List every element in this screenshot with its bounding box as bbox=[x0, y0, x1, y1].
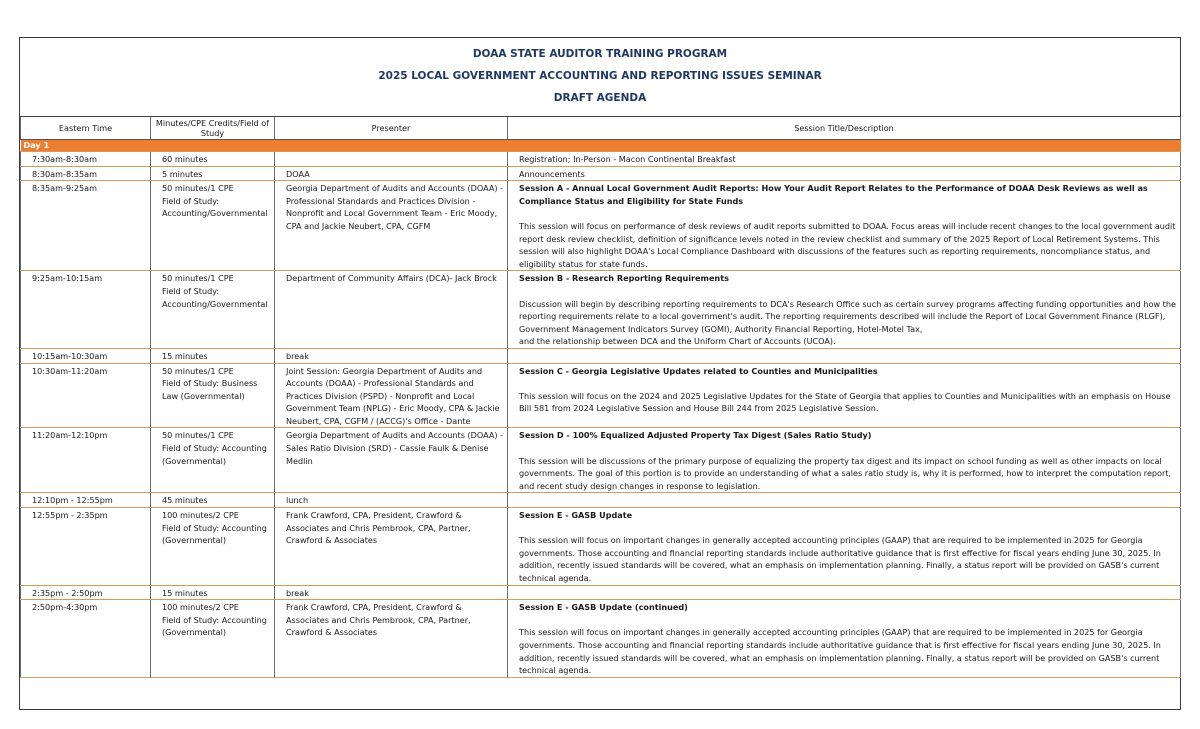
row-session bbox=[508, 585, 1181, 600]
day-row bbox=[21, 140, 1181, 152]
row-session bbox=[508, 166, 1181, 181]
session-title: Session C - Georgia Legislative Updates related to Counties and Municipalities bbox=[519, 365, 878, 376]
agenda-title-block bbox=[20, 38, 1180, 117]
session-title: Session A - Annual Local Government Audit Reports: How Your Audit Report Relates to the Performance of DOAA Desk Reviews as well as Compliance Status and Eligibility for State Funds bbox=[519, 183, 1148, 206]
session-title: Session E - GASB Update (continued) bbox=[519, 602, 688, 613]
row-credits: 45 minutes bbox=[151, 493, 275, 508]
session-description: Discussion will begin by describing reporting requirements to DCA's Research Office such as certain survey programs affecting funding opportunities and how the reporting requirements relate to a local government's audit. The reporting requirements described will include the Report of Local Government Finance (RLGF), Government Management Indicators Survey (GOMI), Authority Financial Reporting, Hotel-Motel Tax, and the relationship between DCA and the Uniform Chart of Accounts (UCOA). bbox=[519, 298, 1176, 347]
row-presenter: Frank Crawford, CPA, President, Crawford & Associates and Chris Pembrook, CPA, Partner, Crawford & Associates bbox=[275, 508, 508, 586]
session-title: Session D - 100% Equalized Adjusted Property Tax Digest (Sales Ratio Study) bbox=[519, 430, 872, 441]
table-row bbox=[21, 166, 1181, 181]
table-row bbox=[21, 271, 1181, 349]
row-time: 2:50pm-4:30pm bbox=[21, 600, 151, 678]
row-time: 8:35am-9:25am bbox=[21, 181, 151, 271]
table-row bbox=[21, 493, 1181, 508]
session-title: Announcements bbox=[519, 168, 585, 179]
row-credits: 5 minutes bbox=[151, 166, 275, 181]
row-session bbox=[508, 600, 1181, 678]
row-time: 10:15am-10:30am bbox=[21, 348, 151, 363]
row-presenter: Joint Session: Georgia Department of Audits and Accounts (DOAA) - Professional Standards and Practices Division (PSPD) - Nonprofit and Local Government Team (NPLG) - Eric Moody, CPA & Jackie Neubert, CPA, CGFM / (ACCG)'s Office - Dante bbox=[275, 363, 508, 428]
row-time: 12:55pm - 2:35pm bbox=[21, 508, 151, 586]
table-row bbox=[21, 600, 1181, 678]
table-row bbox=[21, 508, 1181, 586]
row-credits: 15 minutes bbox=[151, 585, 275, 600]
row-session bbox=[508, 508, 1181, 586]
table-row bbox=[21, 428, 1181, 493]
row-time: 10:30am-11:20am bbox=[21, 363, 151, 428]
row-credits: 50 minutes/1 CPE Field of Study: Accounting/Governmental bbox=[151, 181, 275, 271]
row-session bbox=[508, 152, 1181, 167]
agenda-sheet bbox=[19, 37, 1181, 710]
row-time: 12:10pm - 12:55pm bbox=[21, 493, 151, 508]
row-credits: 50 minutes/1 CPE Field of Study: Accounting (Governmental) bbox=[151, 428, 275, 493]
row-time: 8:30am-8:35am bbox=[21, 166, 151, 181]
row-credits: 50 minutes/1 CPE Field of Study: Accounting/Governmental bbox=[151, 271, 275, 349]
row-session bbox=[508, 363, 1181, 428]
row-time: 2:35pm - 2:50pm bbox=[21, 585, 151, 600]
agenda-table bbox=[20, 117, 1181, 678]
table-row bbox=[21, 585, 1181, 600]
row-session bbox=[508, 271, 1181, 349]
session-description: This session will be discussions of the primary purpose of equalizing the property tax digest and its impact on school funding as well as other impacts on local governments. The goal of this portion is to provide an understanding of what a sales ratio study is, why it is performed, how to interpret the computation report, and recent study design changes in response to legislation. bbox=[519, 455, 1172, 491]
row-time: 9:25am-10:15am bbox=[21, 271, 151, 349]
row-credits: 100 minutes/2 CPE Field of Study: Accounting (Governmental) bbox=[151, 508, 275, 586]
table-row bbox=[21, 363, 1181, 428]
table-row bbox=[21, 152, 1181, 167]
session-description: This session will focus on performance of desk reviews of audit reports submitted to DOAA. Focus areas will include recent changes to the local government audit report desk review checklist, definition of significance levels noted in the review checklist and summary of the 2025 Report of Local Retirement Systems. This session will also highlight DOAA's Local Compliance Dashboard with discussions of the features such as reporting requirements, noncompliance status, and eligibility status for state funds. bbox=[519, 220, 1176, 269]
seminar-title: 2025 LOCAL GOVERNMENT ACCOUNTING AND REPORTING ISSUES SEMINAR bbox=[378, 70, 822, 82]
row-session bbox=[508, 493, 1181, 508]
row-presenter: Georgia Department of Audits and Accounts (DOAA) - Professional Standards and Practices Division - Nonprofit and Local Government Team - Eric Moody, CPA and Jackie Neubert, CPA, CGFM bbox=[275, 181, 508, 271]
row-presenter: DOAA bbox=[275, 166, 508, 181]
row-presenter: break bbox=[275, 348, 508, 363]
session-description: This session will focus on important changes in generally accepted accounting principles (GAAP) that are required to be implemented in 2025 for Georgia governments. Those accounting and financial reporting standards include authoritative guidance that is first effective for fiscal years ending June 30, 2025. In addition, recently issued standards will be covered, what an emphasis on implementation planning. Finally, a status report will be provided on GASB's current technical agenda. bbox=[519, 535, 1161, 583]
table-row bbox=[21, 181, 1181, 271]
row-presenter: lunch bbox=[275, 493, 508, 508]
table-row bbox=[21, 348, 1181, 363]
day-label: Day 1 bbox=[21, 140, 1181, 152]
row-presenter: Georgia Department of Audits and Accounts (DOAA) - Sales Ratio Division (SRD) - Cassie Faulk & Denise Medlin bbox=[275, 428, 508, 493]
row-session bbox=[508, 428, 1181, 493]
session-title: Session E - GASB Update bbox=[519, 510, 633, 521]
session-description: This session will focus on important changes in generally accepted accounting principles (GAAP) that are required to be implemented in 2025 for Georgia governments. Those accounting and financial reporting standards include authoritative guidance that is first effective for fiscal years ending June 30, 2025. In addition, recently issued standards will be covered, what an emphasis on implementation planning. Finally, a status report will be provided on GASB's current technical agenda. bbox=[519, 627, 1161, 676]
row-time: 7:30am-8:30am bbox=[21, 152, 151, 167]
row-presenter: Frank Crawford, CPA, President, Crawford & Associates and Chris Pembrook, CPA, Partner, Crawford & Associates bbox=[275, 600, 508, 678]
header-presenter: Presenter bbox=[275, 117, 508, 140]
row-presenter bbox=[275, 152, 508, 167]
session-description: This session will focus on the 2024 and 2025 Legislative Updates for the State of Georgia that applies to Counties and Municipalities with an emphasis on House Bill 581 from 2024 Legislative Session and House Bill 244 from 2025 Legislative Session. bbox=[519, 390, 1171, 414]
session-title: Session B - Research Reporting Requirements bbox=[519, 273, 729, 284]
program-title: DOAA STATE AUDITOR TRAINING PROGRAM bbox=[472, 48, 728, 60]
header-session: Session Title/Description bbox=[508, 117, 1181, 140]
row-credits: 50 minutes/1 CPE Field of Study: Business Law (Governmental) bbox=[151, 363, 275, 428]
session-title: Registration; In-Person - Macon Continental Breakfast bbox=[519, 154, 736, 164]
header-time: Eastern Time bbox=[21, 117, 151, 140]
header-credits: Minutes/CPE Credits/Field of Study bbox=[151, 117, 275, 140]
table-header-row bbox=[21, 117, 1181, 140]
row-session bbox=[508, 181, 1181, 271]
row-presenter: break bbox=[275, 585, 508, 600]
agenda-label: DRAFT AGENDA bbox=[553, 92, 647, 104]
row-time: 11:20am-12:10pm bbox=[21, 428, 151, 493]
row-presenter: Department of Community Affairs (DCA)- Jack Brock bbox=[275, 271, 508, 349]
row-session bbox=[508, 348, 1181, 363]
row-credits: 100 minutes/2 CPE Field of Study: Accounting (Governmental) bbox=[151, 600, 275, 678]
row-credits: 60 minutes bbox=[151, 152, 275, 167]
row-credits: 15 minutes bbox=[151, 348, 275, 363]
